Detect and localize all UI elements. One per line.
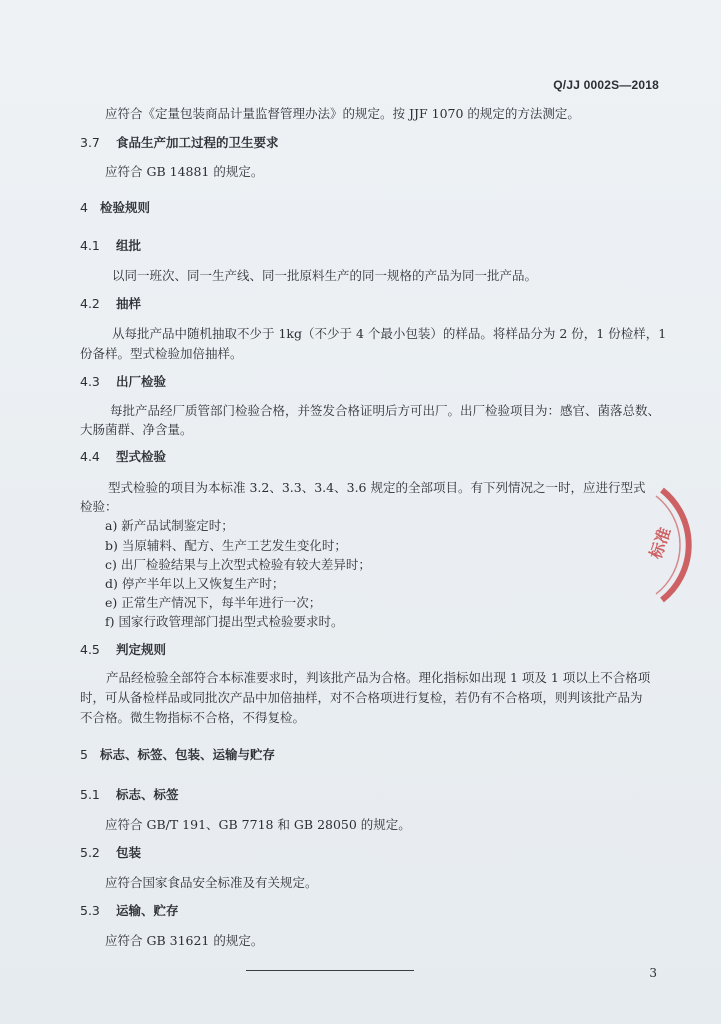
section-title: 型式检验	[116, 449, 167, 464]
list-item: a) 新产品试制鉴定时；	[105, 518, 234, 533]
section-4-heading	[80, 198, 150, 216]
section-number: 4.1	[80, 238, 100, 253]
section-title: 包装	[116, 845, 142, 860]
section-4-4-heading	[80, 447, 166, 465]
section-4-5-line1: 产品经检验全部符合本标准要求时，判该批产品为合格。理化指标如出现 1 项及 1 项以上不合格项	[106, 670, 651, 685]
list-item: e) 正常生产情况下，每半年进行一次；	[105, 595, 322, 610]
section-4-3-line2: 大肠菌群、净含量。	[80, 422, 193, 437]
section-4-4-line2: 检验：	[80, 499, 118, 514]
section-5-heading	[80, 745, 275, 763]
section-5-1-heading	[80, 785, 179, 803]
list-item: b) 当原辅料、配方、生产工艺发生变化时；	[105, 538, 347, 553]
section-4-5-line3: 不合格。微生物指标不合格，不得复检。	[80, 710, 306, 725]
section-3-7-text: 应符合 GB 14881 的规定。	[105, 164, 264, 179]
document-code: Q/JJ 0002S—2018	[553, 78, 659, 92]
section-4-4-line1: 型式检验的项目为本标准 3.2、3.3、3.4、3.6 规定的全部项目。有下列情况之一时，应进行型式	[108, 480, 646, 495]
footer-rule	[246, 970, 414, 971]
section-4-3-line1: 每批产品经厂质管部门检验合格，并签发合格证明后方可出厂。出厂检验项目为：感官、菌落总数、	[110, 403, 661, 418]
section-5-3-text: 应符合 GB 31621 的规定。	[105, 933, 264, 948]
section-4-2-heading	[80, 294, 141, 312]
section-title: 食品生产加工过程的卫生要求	[116, 135, 279, 150]
section-title: 判定规则	[116, 642, 167, 657]
section-5-1-text: 应符合 GB/T 191、GB 7718 和 GB 28050 的规定。	[105, 817, 411, 832]
section-5-3-heading	[80, 901, 179, 919]
section-number: 5.2	[80, 845, 100, 860]
section-4-5-heading	[80, 640, 166, 658]
section-title: 检验规则	[100, 200, 151, 215]
section-4-1-text: 以同一班次、同一生产线、同一批原料生产的同一规格的产品为同一批产品。	[112, 268, 538, 283]
section-title: 标志、标签、包装、运输与贮存	[100, 747, 276, 762]
red-seal-stamp	[622, 470, 721, 620]
section-4-2-line2: 份备样。型式检验加倍抽样。	[80, 346, 243, 361]
section-number: 3.7	[80, 135, 100, 150]
page-number: 3	[649, 966, 657, 980]
section-number: 4.2	[80, 296, 100, 311]
section-4-2-line1: 从每批产品中随机抽取不少于 1kg（不少于 4 个最小包装）的样品。将样品分为 2 份，1 份检样，1	[112, 326, 667, 341]
section-4-5-line2: 时，可从备检样品或同批次产品中加倍抽样，对不合格项进行复检，若仍有不合格项，则判该批产品为	[80, 690, 643, 705]
section-title: 运输、贮存	[116, 903, 179, 918]
section-number: 5	[80, 747, 88, 762]
section-title: 抽样	[116, 296, 142, 311]
section-5-2-heading	[80, 843, 141, 861]
section-title: 出厂检验	[116, 374, 167, 389]
section-number: 4.4	[80, 449, 100, 464]
section-4-3-heading	[80, 372, 166, 390]
section-number: 5.3	[80, 903, 100, 918]
section-number: 4.5	[80, 642, 100, 657]
section-4-1-heading	[80, 236, 141, 254]
paragraph-3-6-tail: 应符合《定量包装商品计量监督管理办法》的规定。按 JJF 1070 的规定的方法测定。	[105, 106, 580, 121]
section-title: 组批	[116, 238, 142, 253]
list-item: d) 停产半年以上又恢复生产时；	[105, 576, 285, 591]
section-number: 4	[80, 200, 88, 215]
section-5-2-text: 应符合国家食品安全标准及有关规定。	[105, 875, 318, 890]
section-3-7-heading	[80, 133, 279, 151]
list-item: c) 出厂检验结果与上次型式检验有较大差异时；	[105, 557, 371, 572]
section-number: 5.1	[80, 787, 100, 802]
svg-text:标准: 标准	[645, 524, 675, 562]
list-item: f) 国家行政管理部门提出型式检验要求时。	[105, 614, 344, 629]
section-number: 4.3	[80, 374, 100, 389]
section-title: 标志、标签	[116, 787, 179, 802]
